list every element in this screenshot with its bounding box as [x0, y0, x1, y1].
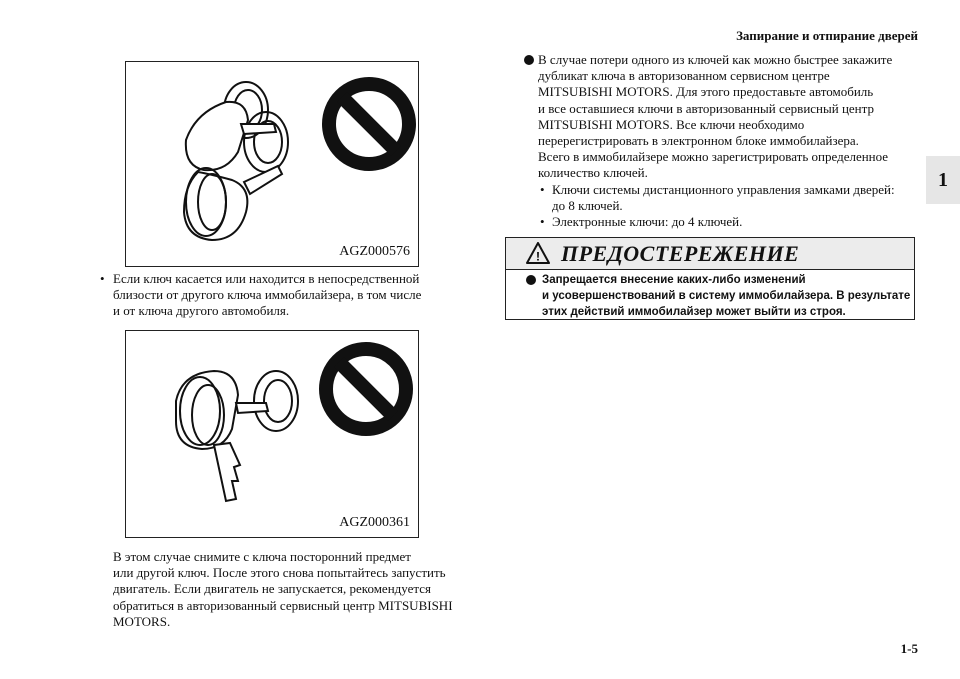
- text-line: обратиться в авторизованный сервисный центр MITSUBISHI: [113, 597, 453, 613]
- text-line: • Электронные ключи: до 4 ключей.: [552, 214, 743, 230]
- text-line: этих действий иммобилайзер может выйти из строя.: [542, 306, 846, 318]
- figure-code: AGZ000361: [339, 515, 410, 530]
- text-line: MITSUBISHI MOTORS. Все ключи необходимо: [538, 116, 805, 132]
- text-line: и все оставшиеся ключи в авторизованный сервисный центр: [538, 100, 874, 116]
- text-line: близости от другого ключа иммобилайзера, в том числе: [113, 287, 422, 302]
- figure-foreign-object-on-key: [125, 330, 419, 538]
- warning-header: [506, 238, 914, 270]
- warning-title: ПРЕДОСТЕРЕЖЕНИЕ: [561, 241, 800, 266]
- text-line: Запрещается внесение каких-либо изменений: [542, 274, 806, 286]
- key-limits-list: [538, 182, 928, 231]
- bullet-dot-icon: [524, 55, 534, 65]
- text-line: • Ключи системы дистанционного управления замками дверей:: [552, 181, 895, 197]
- warning-triangle-glyph: !: [536, 249, 540, 264]
- prohibited-icon: [326, 349, 406, 429]
- text-line: и от ключа другого автомобиля.: [113, 303, 290, 318]
- warning-text: [542, 272, 910, 320]
- list-item: [538, 214, 928, 230]
- right-paragraph: [538, 52, 928, 230]
- text-line: Всего в иммобилайзере можно зарегистрировать определенное: [538, 149, 889, 165]
- text-line: Если ключ касается или находится в непосредственной: [113, 271, 420, 286]
- text-line: до 8 ключей.: [552, 197, 623, 213]
- page-number: 1-5: [900, 641, 918, 656]
- text-line: В этом случае снимите с ключа посторонний предмет: [113, 549, 411, 564]
- figure-illustration: [126, 62, 418, 266]
- figure-key-near-key: [125, 61, 419, 267]
- key-icon: [184, 102, 282, 240]
- text-line: перерегистрировать в электронном блоке иммобилайзера.: [538, 133, 859, 149]
- key-icon: [176, 371, 268, 501]
- page-header-title: Запирание и отпирание дверей: [736, 28, 918, 43]
- bullet-marker: •: [100, 271, 105, 286]
- text-line: В случае потери одного из ключей как можно быстрее закажите: [538, 52, 893, 67]
- prohibited-icon: [329, 84, 409, 164]
- text-line: количество ключей.: [538, 165, 648, 181]
- warning-triangle-icon: [526, 242, 550, 264]
- text-line: MITSUBISHI MOTORS. Для этого предоставьте автомобиль: [538, 84, 874, 100]
- bullet-dot-icon: [526, 275, 536, 285]
- left-bullet-item: [100, 271, 460, 319]
- list-item: [538, 182, 928, 214]
- chapter-tab: 1: [926, 156, 960, 204]
- text-line: MOTORS.: [113, 613, 171, 629]
- figure-code: AGZ000576: [339, 244, 410, 259]
- text-line: двигатель. Если двигатель не запускается, рекомендуется: [113, 581, 431, 597]
- left-paragraph: [113, 549, 493, 630]
- ignition-slot-icon: [254, 371, 298, 431]
- text-line: и усовершенствований в систему иммобилайзера. В результате: [542, 290, 911, 302]
- text-line: дубликат ключа в авторизованном сервисном центре: [538, 68, 830, 84]
- text-line: или другой ключ. После этого снова попытайтесь запустить: [113, 565, 446, 581]
- left-bullet-text: [100, 271, 460, 319]
- figure-illustration: [126, 331, 418, 537]
- warning-box: [505, 237, 915, 320]
